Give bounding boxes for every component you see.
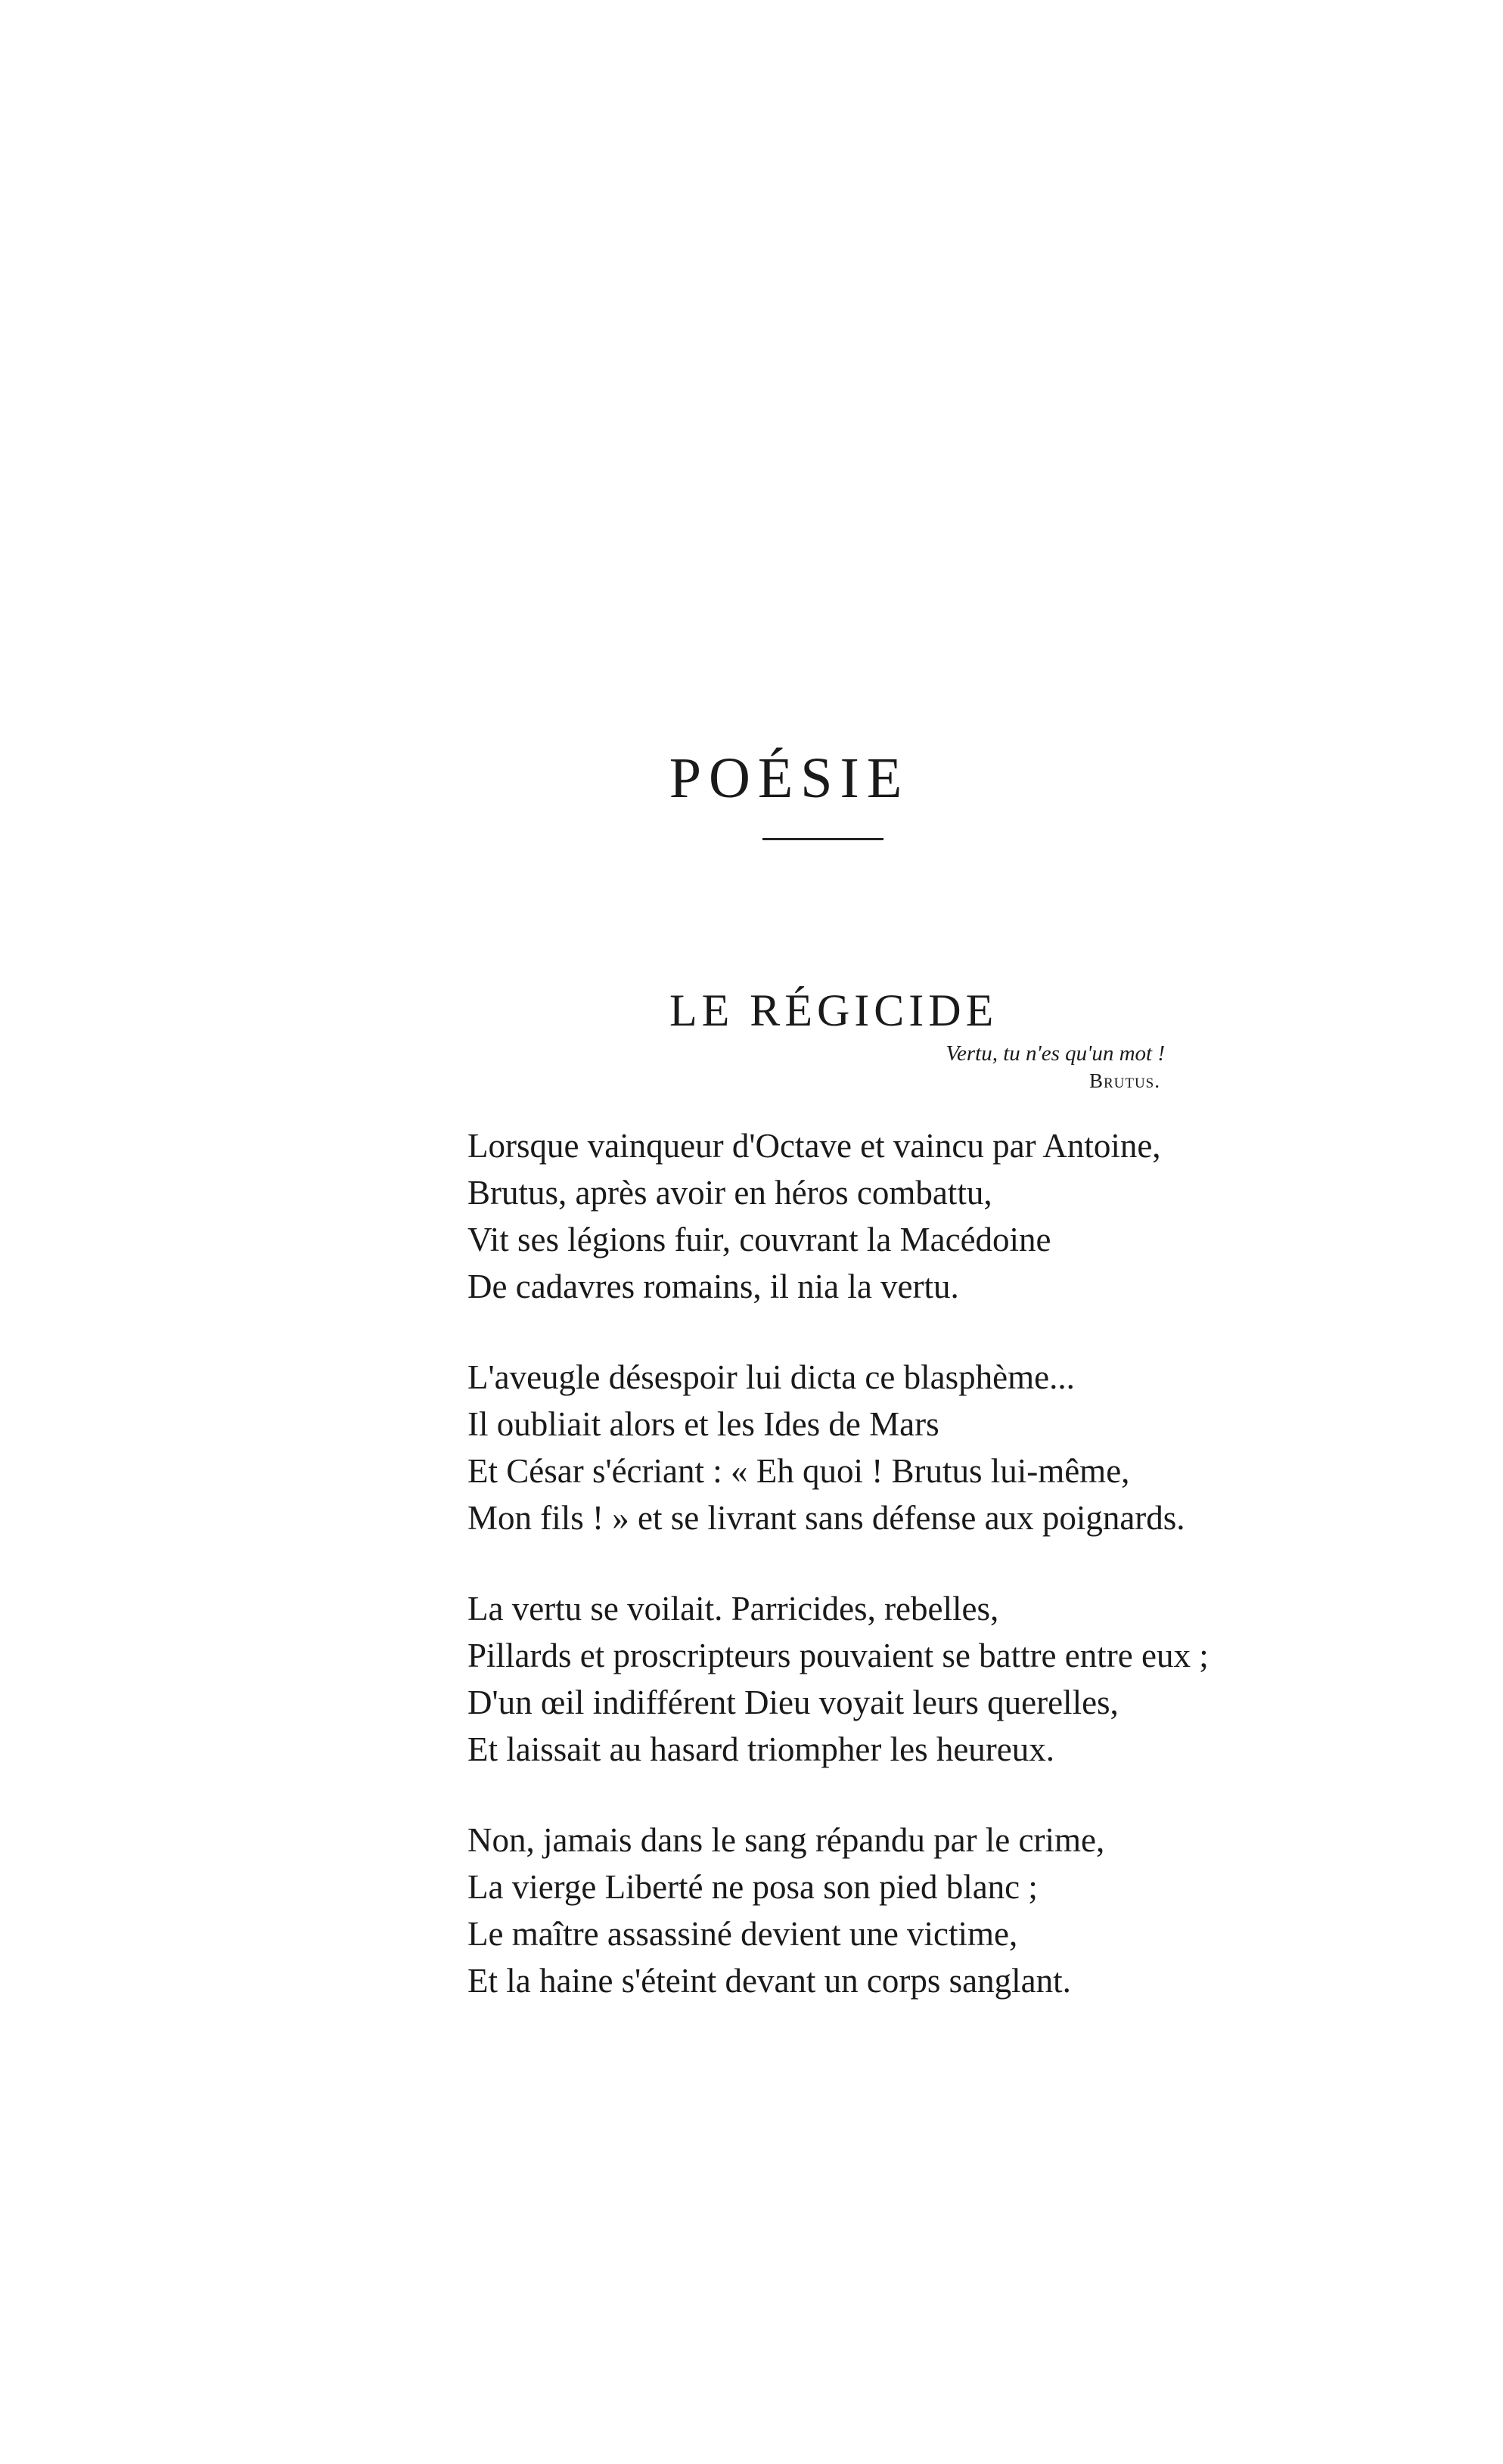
- verse-line: Mon fils ! » et se livrant sans défense aux poignards.: [467, 1499, 1185, 1537]
- verse-line: D'un œil indifférent Dieu voyait leurs querelles,: [467, 1684, 1119, 1721]
- poem-body: [467, 1122, 1375, 2048]
- title-divider: [762, 838, 883, 840]
- verse-line: Vit ses légions fuir, couvrant la Macédoine: [467, 1221, 1051, 1258]
- stanza-3: [467, 1585, 1375, 1773]
- verse-line: Et la haine s'éteint devant un corps sanglant.: [467, 1962, 1071, 2000]
- verse-line: De cadavres romains, il nia la vertu.: [467, 1268, 959, 1305]
- section-title: POÉSIE: [669, 746, 910, 810]
- verse-line: La vertu se voilait. Parricides, rebelles,: [467, 1590, 999, 1628]
- stanza-1: [467, 1122, 1375, 1310]
- verse-line: Et laissait au hasard triompher les heureux.: [467, 1730, 1055, 1768]
- verse-line: Et César s'écriant : « Eh quoi ! Brutus lui-même,: [467, 1452, 1130, 1490]
- verse-line: L'aveugle désespoir lui dicta ce blasphème...: [467, 1358, 1075, 1396]
- verse-line: Lorsque vainqueur d'Octave et vaincu par Antoine,: [467, 1127, 1161, 1165]
- verse-line: Non, jamais dans le sang répandu par le crime,: [467, 1821, 1105, 1859]
- poem-title: LE RÉGICIDE: [669, 985, 998, 1035]
- verse-line: Brutus, après avoir en héros combattu,: [467, 1174, 992, 1212]
- stanza-4: [467, 1817, 1375, 2004]
- epigraph-author: Brutus.: [1088, 1069, 1160, 1092]
- verse-line: Le maître assassiné devient une victime,: [467, 1915, 1018, 1953]
- verse-line: La vierge Liberté ne posa son pied blanc ;: [467, 1868, 1038, 1906]
- verse-line: Pillards et proscripteurs pouvaient se battre entre eux ;: [467, 1637, 1209, 1674]
- verse-line: Il oubliait alors et les Ides de Mars: [467, 1405, 939, 1443]
- epigraph: [832, 1040, 1165, 1094]
- epigraph-quote: Vertu, tu n'es qu'un mot !: [946, 1041, 1165, 1066]
- stanza-2: [467, 1354, 1375, 1541]
